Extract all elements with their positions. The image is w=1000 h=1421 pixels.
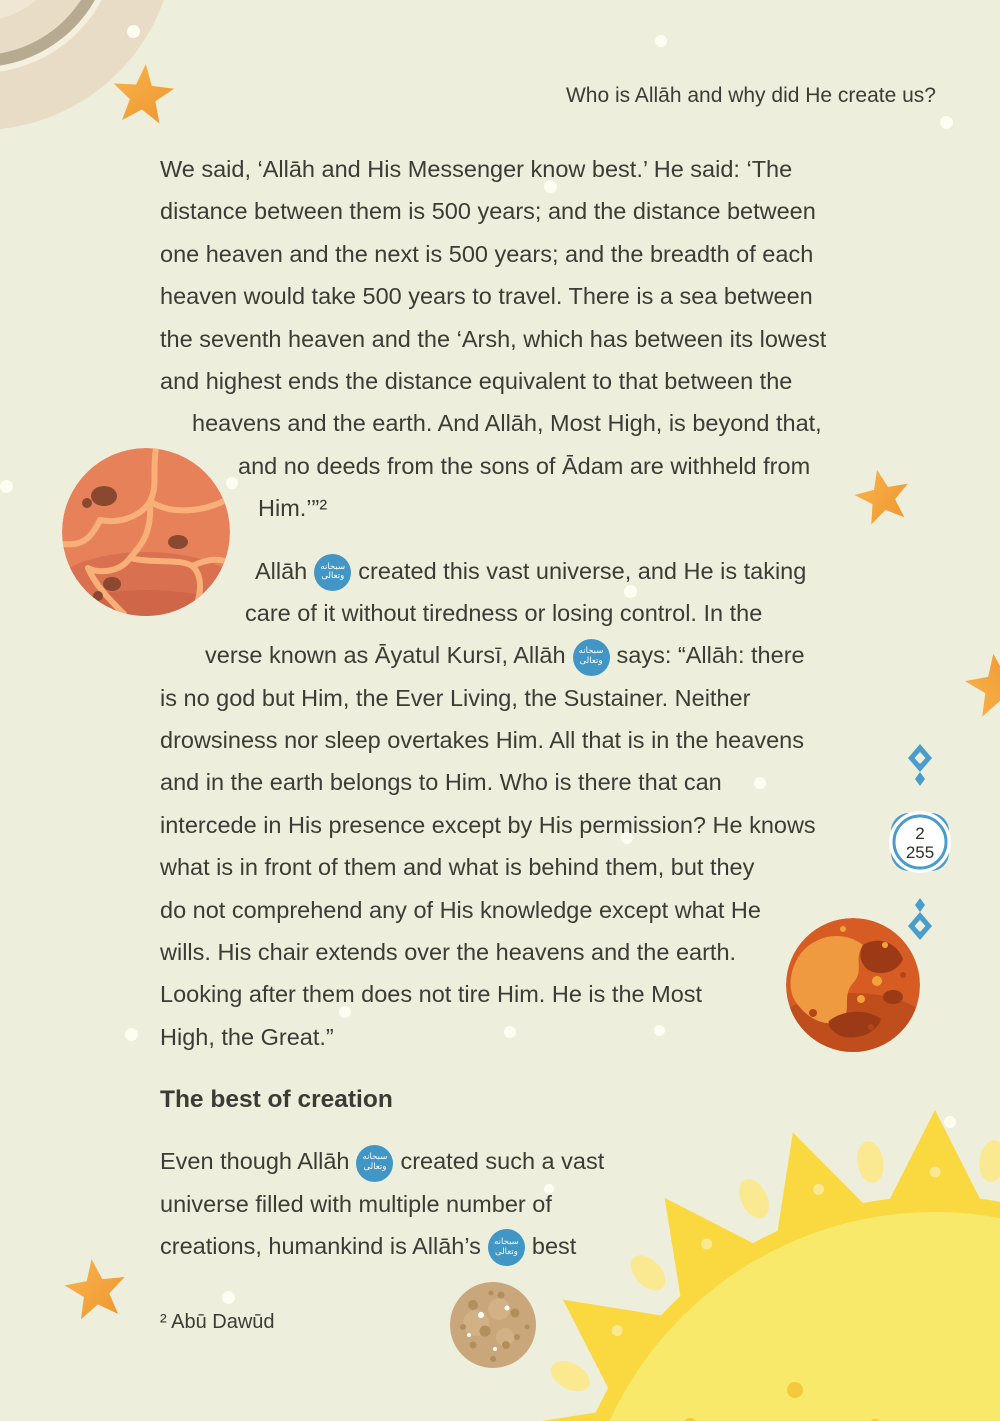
white-dot (940, 116, 953, 129)
text-line: heaven would take 500 years to travel. There is a sea between (160, 283, 813, 310)
text-segment: says: “Allāh: there (616, 642, 805, 669)
text-line: heavens and the earth. And Allāh, Most High, is beyond that, (192, 410, 822, 437)
white-dot (655, 35, 667, 47)
paragraph-hadith (160, 148, 826, 530)
text-line: and in the earth belongs to Him. Who is there that can (160, 769, 722, 796)
text-line: distance between them is 500 years; and the distance between (160, 198, 816, 225)
text-segment: verse known as Āyatul Kursī, Allāh (205, 642, 566, 669)
text-line (205, 634, 826, 676)
text-line (160, 1140, 826, 1182)
badge-text: سبحانه (578, 646, 604, 657)
text-line: the seventh heaven and the ‘Arsh, which has between its lowest (160, 325, 827, 352)
text-line: drowsiness nor sleep overtakes Him. All that is in the heavens (160, 727, 804, 754)
subhanahu-wa-taala-badge (356, 1145, 393, 1182)
text-segment: created this vast universe, and He is taking (358, 557, 807, 584)
star-icon (955, 644, 1000, 729)
badge-text: سبحانه (494, 1237, 519, 1248)
white-dot (127, 25, 140, 38)
text-line (255, 550, 826, 592)
text-line: care of it without tiredness or losing control. In the (245, 599, 763, 626)
star-icon (846, 461, 921, 536)
text-line: We said, ‘Allāh and His Messenger know best.’ He said: ‘The (160, 156, 793, 182)
text-line: do not comprehend any of His knowledge except what He (160, 896, 761, 923)
text-line: Him.’”² (258, 495, 328, 522)
star-icon (105, 58, 181, 134)
text-line (160, 1225, 826, 1267)
text-line: what is in front of them and what is behind them, but they (160, 854, 755, 881)
badge-text: وتعالى (579, 656, 603, 667)
page-header: Who is Allāh and why did He create us? (565, 84, 936, 107)
section-heading: The best of creation (160, 1086, 393, 1114)
text-line: universe filled with multiple number of (160, 1190, 552, 1217)
badge-text: سبحانه (362, 1152, 388, 1163)
subhanahu-wa-taala-badge (573, 639, 610, 676)
text-line: is no god but Him, the Ever Living, the Sustainer. Neither (160, 684, 751, 711)
text-segment: Even though Allāh (160, 1148, 350, 1175)
text-line: wills. His chair extends over the heavens and the earth. (160, 939, 737, 966)
text-segment: Allāh (255, 557, 308, 584)
subhanahu-wa-taala-badge (314, 554, 351, 591)
badge-text: وتعالى (495, 1246, 518, 1257)
text-line: High, the Great.” (160, 1023, 334, 1050)
badge-text: وتعالى (363, 1162, 387, 1172)
badge-text: وتعالى (321, 571, 345, 582)
white-dot (0, 480, 13, 493)
footnote: ² Abū Dawūd (160, 1311, 275, 1334)
badge-text: سبحانه (320, 561, 346, 572)
text-line: and highest ends the distance equivalent to that between the (160, 367, 793, 394)
white-dot (944, 1116, 956, 1128)
text-segment: created such a vast (400, 1148, 605, 1175)
paragraph-best-of-creation (160, 1140, 826, 1267)
text-line: one heaven and the next is 500 years; and the breadth of each (160, 240, 814, 267)
page-content (160, 148, 826, 1337)
text-line: intercede in His presence except by His permission? He knows (160, 811, 816, 838)
text-line: and no deeds from the sons of Ādam are withheld from (238, 452, 811, 479)
subhanahu-wa-taala-badge (488, 1229, 525, 1266)
text-segment: best (531, 1232, 577, 1259)
white-dot (125, 1028, 138, 1041)
text-line: Looking after them does not tire Him. He is the Most (160, 981, 703, 1008)
star-icon (56, 1251, 135, 1330)
text-segment: creations, humankind is Allāh’s (160, 1232, 481, 1259)
verse-reference-ornament (875, 742, 965, 942)
verse-surah-number: 2 (915, 824, 925, 843)
paragraph-ayatul-kursi (160, 550, 826, 1059)
verse-ayah-number: 255 (905, 843, 935, 862)
